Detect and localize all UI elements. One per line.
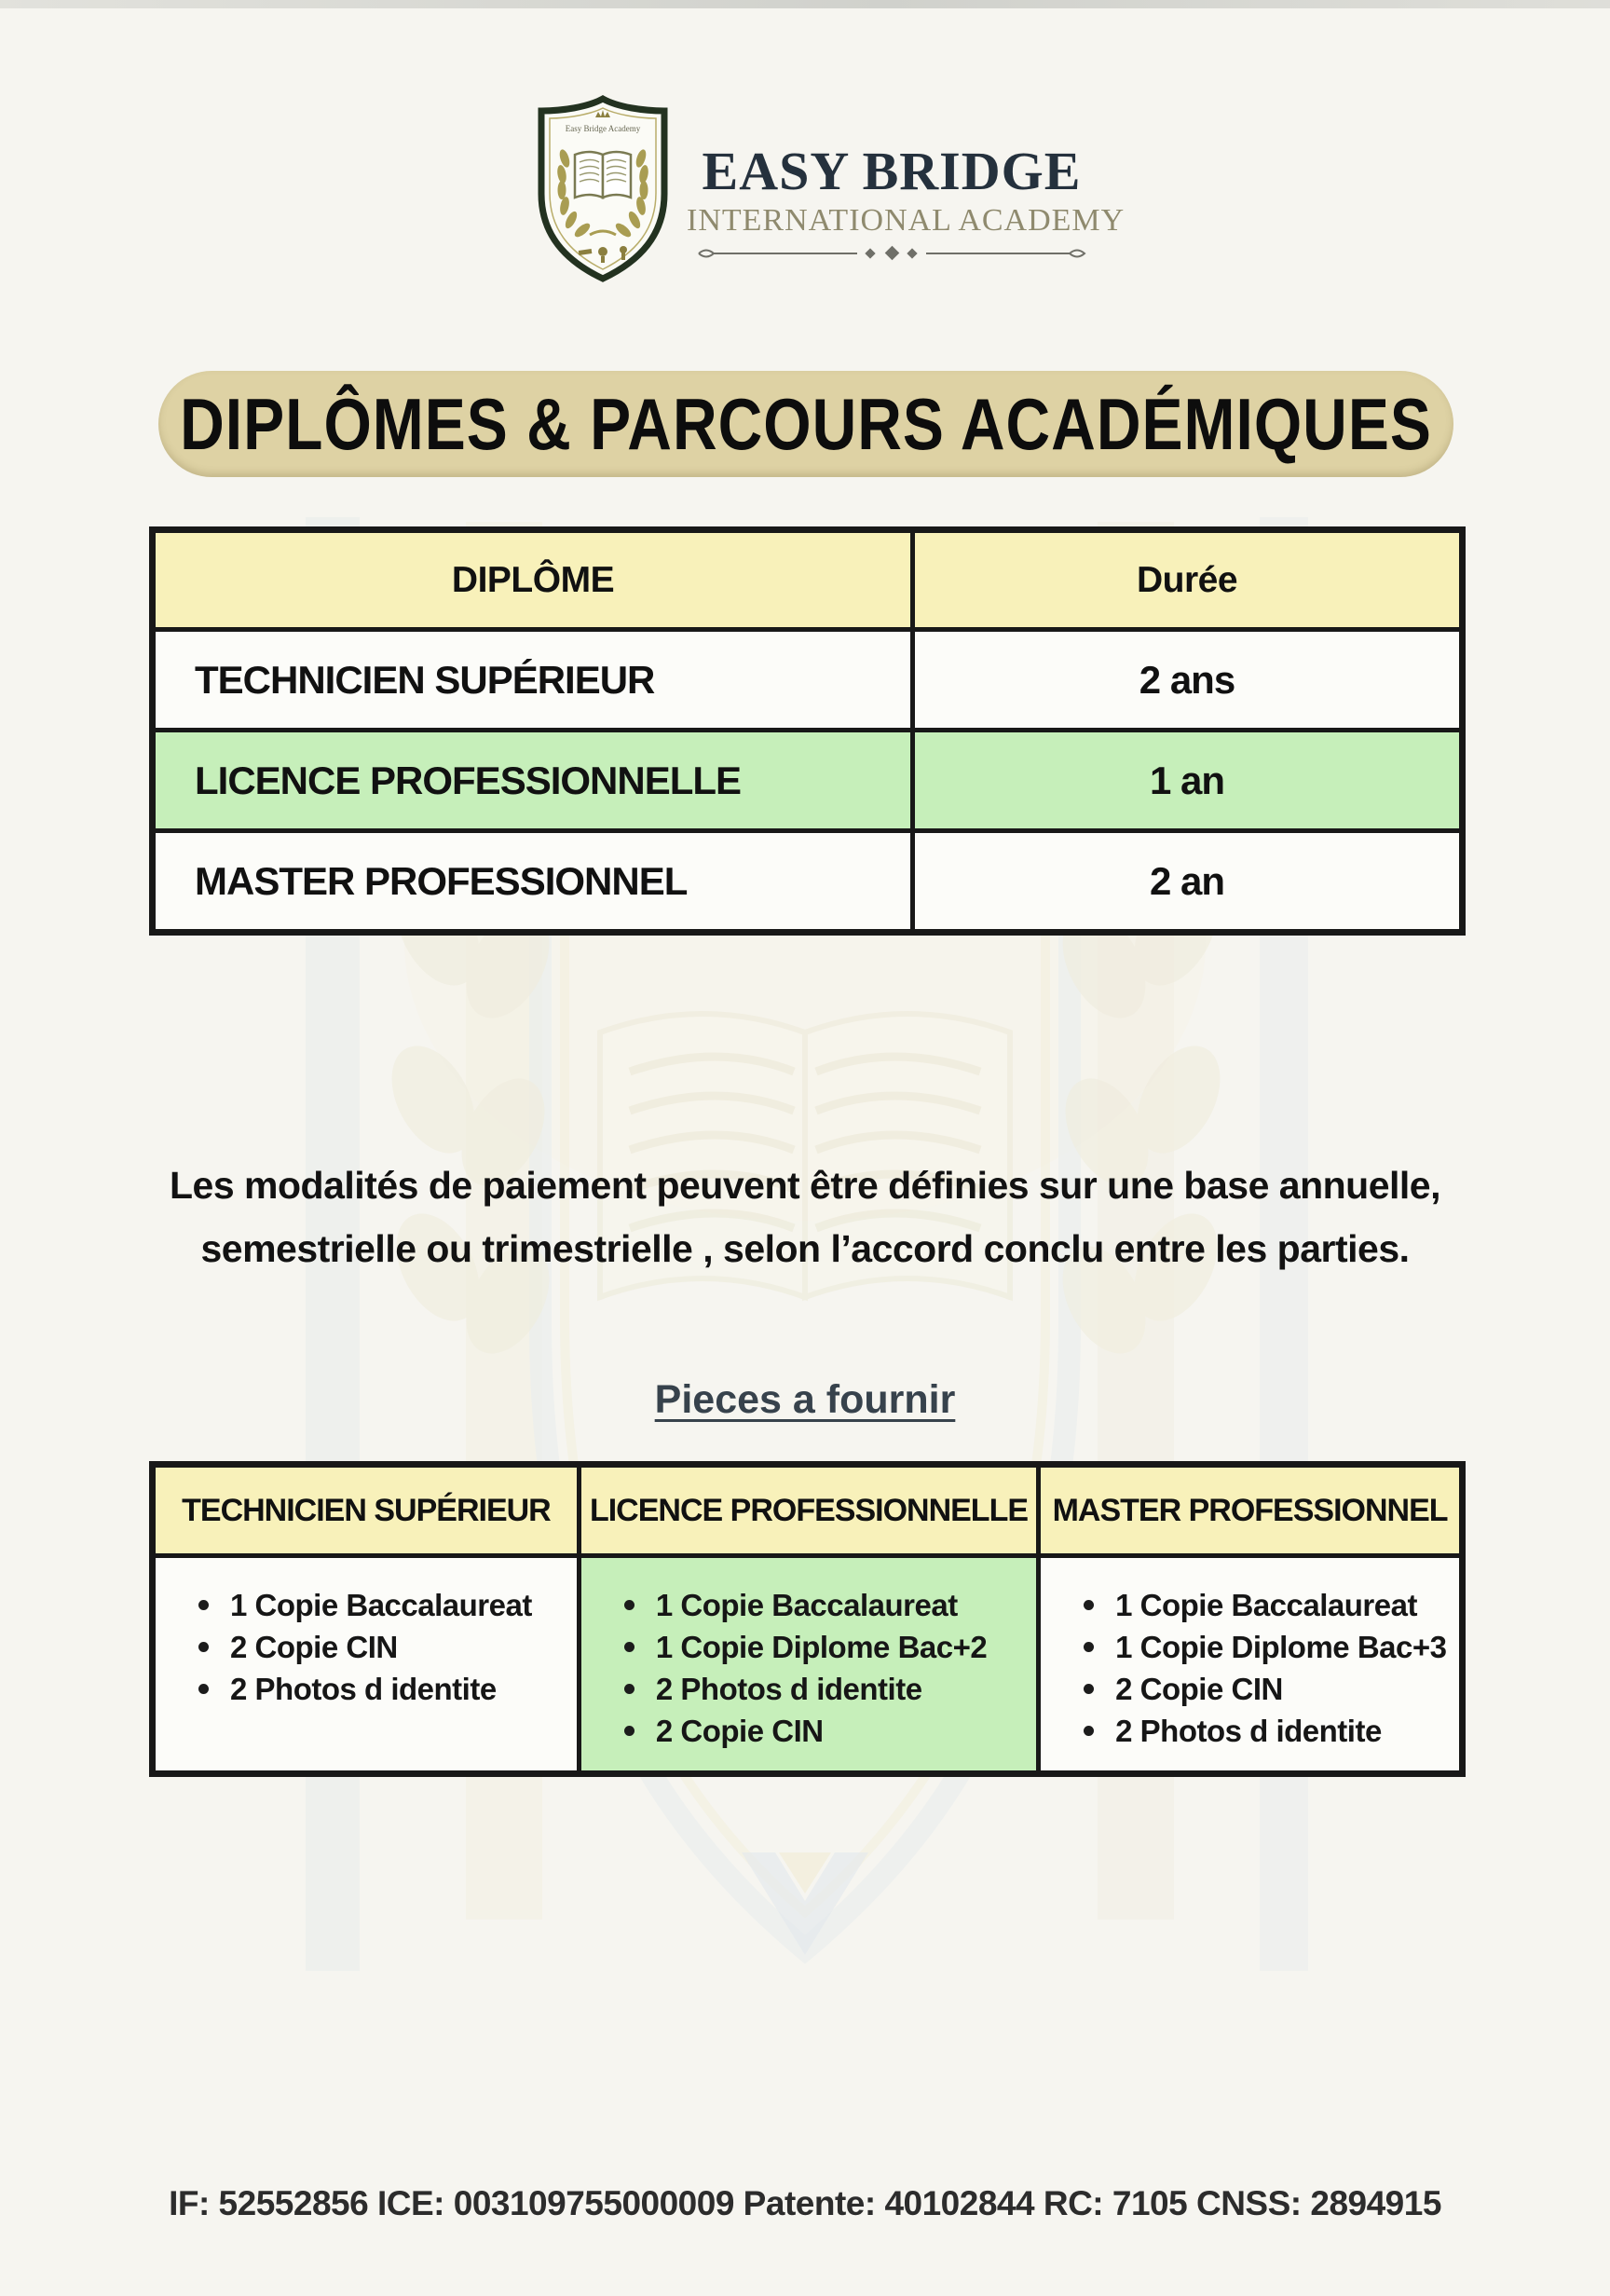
logo-text bbox=[687, 141, 1126, 264]
table-row-licence-label: LICENCE PROFESSIONNELLE bbox=[156, 732, 910, 828]
documents-table bbox=[149, 1461, 1466, 1777]
logo bbox=[534, 91, 1126, 292]
payment-note bbox=[0, 1154, 1610, 1280]
documents-header-master: MASTER PROFESSIONNEL bbox=[1041, 1468, 1459, 1553]
book-icon bbox=[575, 152, 631, 198]
page-title-banner bbox=[158, 371, 1453, 477]
list-item: 2 Copie CIN bbox=[1082, 1668, 1446, 1710]
payment-note-line1: Les modalités de paiement peuvent être définies sur une base annuelle, bbox=[170, 1164, 1440, 1207]
list-item: 1 Copie Diplome Bac+3 bbox=[1082, 1626, 1446, 1668]
diplomas-header-duree: Durée bbox=[915, 533, 1459, 627]
table-row-master-duration: 2 an bbox=[915, 833, 1459, 929]
logo-divider-ornament bbox=[691, 243, 1092, 264]
list-item: 1 Copie Diplome Bac+2 bbox=[622, 1626, 987, 1668]
list-item: 2 Photos d identite bbox=[622, 1668, 987, 1710]
list-item: 2 Copie CIN bbox=[197, 1626, 532, 1668]
list-item: 2 Photos d identite bbox=[197, 1668, 532, 1710]
page-title: DIPLÔMES & PARCOURS ACADÉMIQUES bbox=[180, 383, 1432, 465]
logo-subtitle: INTERNATIONAL ACADEMY bbox=[687, 203, 1126, 238]
logo-shield-crest-icon bbox=[534, 93, 672, 284]
crest-caption: Easy Bridge Academy bbox=[565, 124, 641, 133]
payment-note-line2: semestrielle ou trimestrielle , selon l’accord conclu entre les parties. bbox=[200, 1227, 1410, 1270]
logo-title: EASY BRIDGE bbox=[702, 141, 1082, 201]
list-item: 2 Photos d identite bbox=[1082, 1710, 1446, 1752]
documents-header-technicien: TECHNICIEN SUPÉRIEUR bbox=[156, 1468, 577, 1553]
table-row-technicien-label: TECHNICIEN SUPÉRIEUR bbox=[156, 632, 910, 728]
documents-list-master bbox=[1041, 1558, 1459, 1770]
list-item: 1 Copie Baccalaureat bbox=[197, 1584, 532, 1626]
table-row-technicien-duration: 2 ans bbox=[915, 632, 1459, 728]
documents-header-licence: LICENCE PROFESSIONNELLE bbox=[581, 1468, 1036, 1553]
list-item: 1 Copie Baccalaureat bbox=[1082, 1584, 1446, 1626]
legal-footer: IF: 52552856 ICE: 003109755000009 Patente: 40102844 RC: 7105 CNSS: 2894915 bbox=[169, 2184, 1441, 2222]
diplomas-header-diplome: DIPLÔME bbox=[156, 533, 910, 627]
documents-list-licence bbox=[581, 1558, 1036, 1770]
list-item: 1 Copie Baccalaureat bbox=[622, 1584, 987, 1626]
documents-list-technicien bbox=[156, 1558, 577, 1770]
table-row-master-label: MASTER PROFESSIONNEL bbox=[156, 833, 910, 929]
diplomas-table bbox=[149, 526, 1466, 936]
documents-section-title: Pieces a fournir bbox=[654, 1377, 956, 1422]
table-row-licence-duration: 1 an bbox=[915, 732, 1459, 828]
list-item: 2 Copie CIN bbox=[622, 1710, 987, 1752]
